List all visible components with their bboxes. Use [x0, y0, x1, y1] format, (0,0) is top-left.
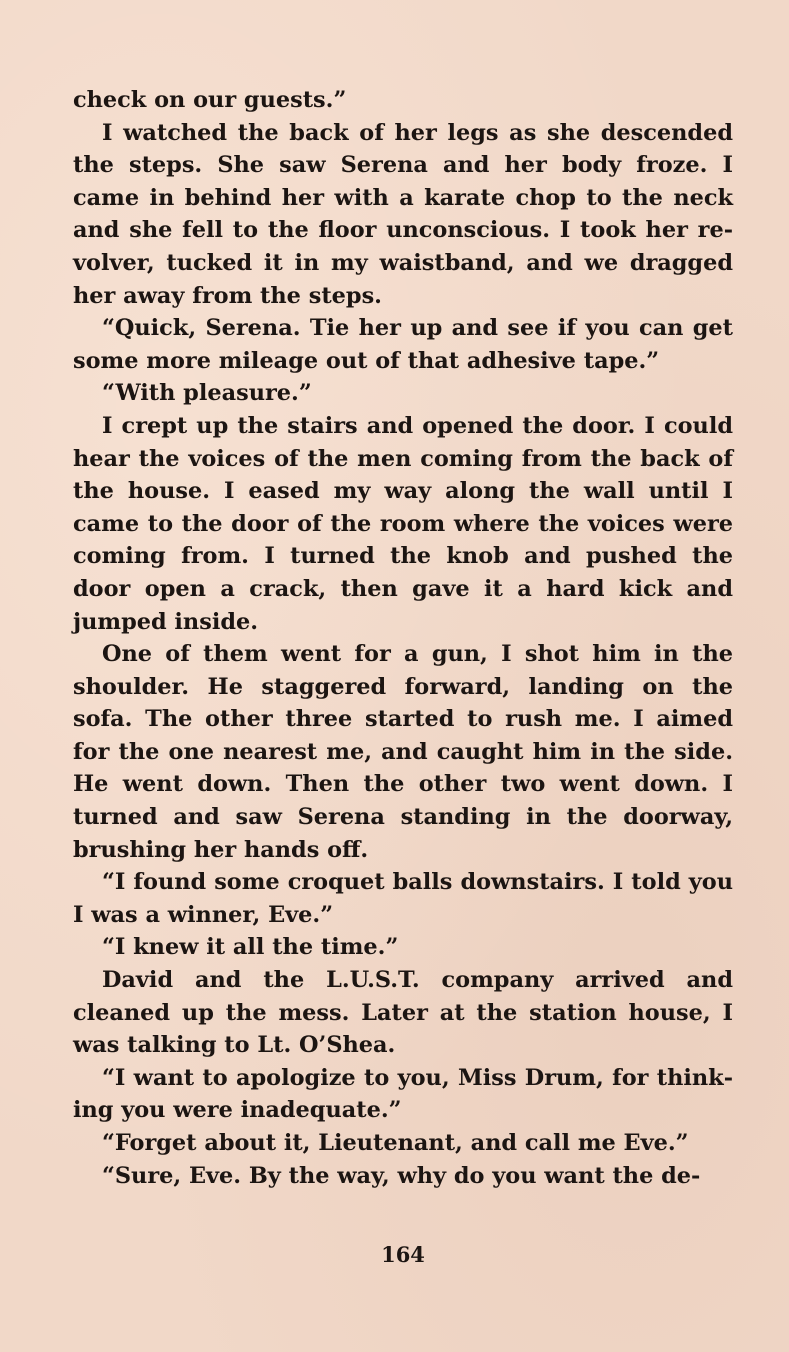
paragraph: I crept up the stairs and opened the door. I could hear the voices of the men coming from the back of the house. I eased my way along the wall until I came to the door of the room where the voices were coming from. I turned the knob and pushed the door open a crack, then gave it a hard kick and jumped inside.	[73, 412, 733, 635]
book-page	[73, 84, 733, 1314]
body-text	[73, 84, 733, 1192]
page-number: 164	[381, 1242, 425, 1267]
paragraph: David and the L.U.S.T. company arrived and cleaned up the mess. Later at the station house, I was talking to Lt. O’Shea.	[73, 967, 733, 1059]
paragraph: “I want to apologize to you, Miss Drum, for thinking you were inadequate.”	[73, 1064, 733, 1124]
paragraph: check on our guests.”	[73, 87, 347, 113]
paragraph: “Quick, Serena. Tie her up and see if you can get some more mileage out of that adhesive tape.”	[73, 315, 733, 374]
paragraph: One of them went for a gun, I shot him in the shoulder. He staggered forward, landing on the sofa. The other three started to rush me. I aimed for the one nearest me, and caught him in the side. He went down. Then the other two went down. I turned and saw Serena standing in the doorway, brushing her hands off.	[73, 641, 733, 863]
paragraph: “Forget about it, Lieutenant, and call me Eve.”	[102, 1130, 689, 1156]
paragraph: “With pleasure.”	[102, 380, 312, 407]
paragraph: “Sure, Eve. By the way, why do you want the de-	[102, 1162, 701, 1189]
paragraph: “I found some croquet balls downstairs. I told you I was a winner, Eve.”	[73, 869, 733, 928]
paragraph: “I knew it all the time.”	[102, 934, 399, 961]
paragraph: I watched the back of her legs as she descended the steps. She saw Serena and her body froze. I came in behind her with a karate chop to the neck and she fell to the floor unconscious. I took her revolver, tucked it in my waistband, and we dragged her away from the steps.	[73, 119, 733, 309]
